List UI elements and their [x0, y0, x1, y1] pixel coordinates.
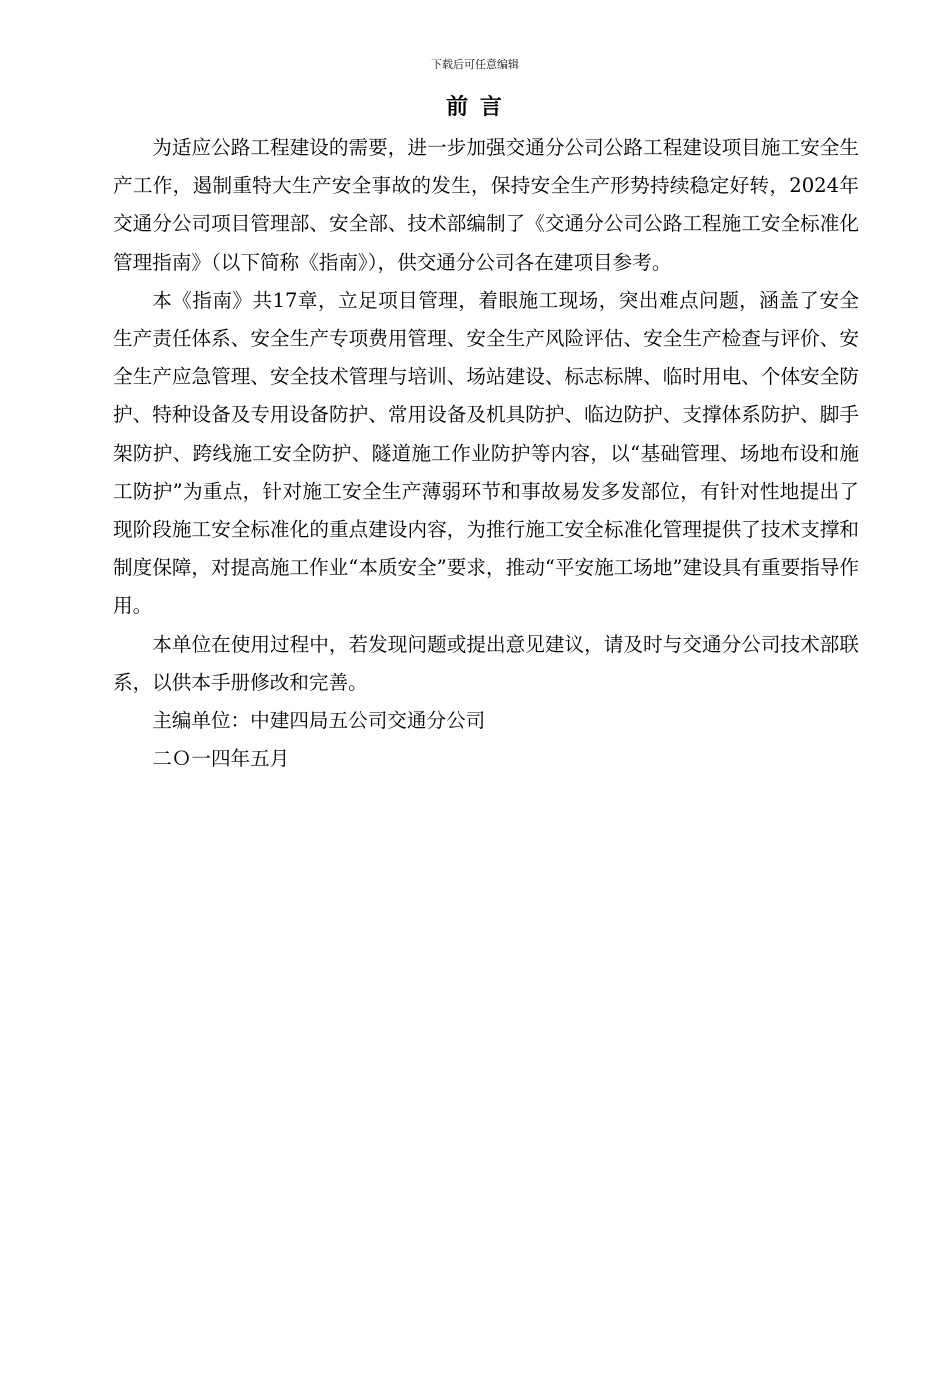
preface-body [113, 129, 859, 778]
date-line: 二Ｏ一四年五月 [152, 747, 290, 771]
header-note: 下载后可任意编辑 [431, 58, 519, 71]
paragraph-purpose: 为适应公路工程建设的需要，进一步加强交通分公司公路工程建设项目施工安全生产工作，遏制重特大生产安全事故的发生，保持安全生产形势持续稳定好转，2024年交通分公司项目管理部、安全部、技术部编制了《交通分公司公路工程施工安全标准化管理指南》（以下简称《指南》），供交通分公司各在建项目参考。 [113, 136, 859, 274]
page-title: 前 言 [446, 94, 504, 120]
paragraph-feedback: 本单位在使用过程中，若发现问题或提出意见建议，请及时与交通分公司技术部联系，以供本手册修改和完善。 [113, 632, 859, 694]
paragraph-contents: 本《指南》共17章，立足项目管理，着眼施工现场，突出难点问题，涵盖了安全生产责任体系、安全生产专项费用管理、安全生产风险评估、安全生产检查与评价、安全生产应急管理、安全技术管理与培训、场站建设、标志标牌、临时用电、个体安全防护、特种设备及专用设备防护、常用设备及机具防护、临边防护、支撑体系防护、脚手架防护、跨线施工安全防护、隧道施工作业防护等内容，以“基础管理、场地布设和施工防护”为重点，针对施工安全生产薄弱环节和事故易发多发部位，有针对性地提出了现阶段施工安全标准化的重点建设内容，为推行施工安全标准化管理提供了技术支撑和制度保障，对提高施工作业“本质安全”要求，推动“平安施工场地”建设具有重要指导作用。 [113, 288, 859, 618]
editor-line: 主编单位：中建四局五公司交通分公司 [152, 709, 486, 733]
